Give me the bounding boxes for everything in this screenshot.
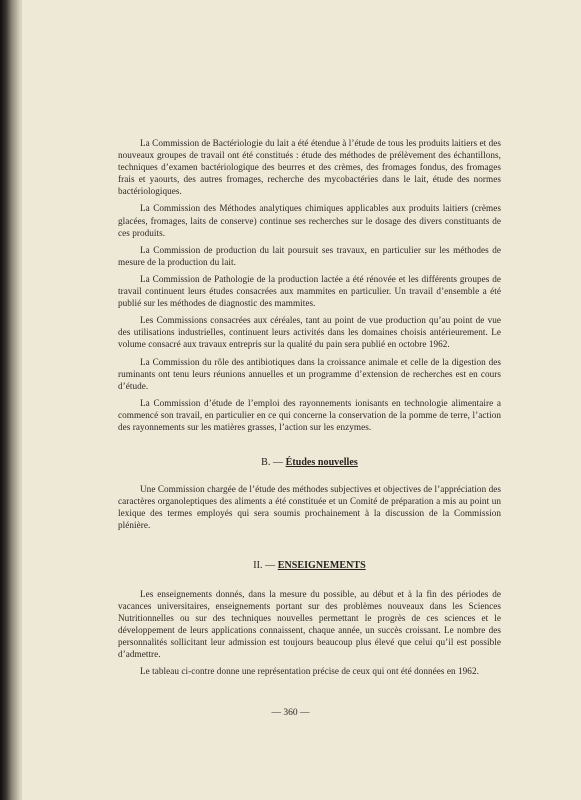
paragraph-production-lait: La Commission de production du lait poursuit ses travaux, en particulier sur les méthodes de mesure de la production du lait. bbox=[118, 244, 501, 267]
paragraph-antibiotiques: La Commission du rôle des antibiotiques dans la croissance animale et celle de la digestion des ruminants ont tenu leurs réunions annuelles et un programme d’extension de recherches est en cours d’étude. bbox=[118, 356, 501, 391]
paragraph-tableau: Le tableau ci-contre donne une représentation précise de ceux qui ont été données en 1962. bbox=[140, 666, 479, 677]
paragraph-methodes-analytiques: La Commission des Méthodes analytiques chimiques applicables aux produits laitiers (crèmes glacées, fromages, laits de conserve) continue ses recherches sur le dosage des divers constituants de ces produits. bbox=[118, 203, 501, 238]
paragraph-enseignements: Les enseignements donnés, dans la mesure du possible, au début et à la fin des périodes de vacances universitaires, enseignements portant sur des problèmes nouveaux dans les Sciences Nutritionnelles ou sur des techniques nouvelles permettant le progrès de ces sciences et le développement de leurs applications connaissent, chaque année, un succès croissant. Le nombre des personnalités sollicitant leur admission est toujours beaucoup plus élevé que celui qu’il est possible d’admettre. bbox=[118, 588, 501, 660]
section-title: ENSEIGNEMENTS bbox=[277, 559, 366, 571]
paragraph-rayonnements: La Commission d’étude de l’emploi des rayonnements ionisants en technologie alimentaire a commencé son travail, en particulier en ce qui concerne la conservation de la pomme de terre, l’action des rayonnements sur les matières grasses, l’action sur les enzymes. bbox=[118, 397, 501, 432]
paragraph-organoleptiques: Une Commission chargée de l’étude des méthodes subjectives et objectives de l’appréciation des caractères organoleptiques des aliments a été constituée et un Comité de préparation a mis au point un lexique des termes employés qui sera soumis prochainement à la discussion de la Commission plénière. bbox=[118, 484, 501, 531]
document-body bbox=[118, 137, 501, 682]
paragraph-bacteriologie: La Commission de Bactériologie du lait a été étendue à l’étude de tous les produits laitiers et des nouveaux groupes de travail ont été constitués : étude des méthodes de prélèvement des échantillons, techniques d’examen bactériologique des beurres et des crèmes, des fromages fondus, des fromages frais et yaourts, des autres fromages, recherche des mycobactéries dans le lait, étude des normes bactériologiques. bbox=[118, 138, 501, 197]
section-heading-etudes-nouvelles bbox=[118, 457, 501, 469]
section-number: B. — bbox=[261, 457, 284, 469]
section-number: II. — bbox=[253, 559, 276, 571]
paragraph-cereales: Les Commissions consacrées aux céréales, tant au point de vue production qu’au point de vue des utilisations industrielles, continuent leurs activités dans les domaines choisis antérieurement. Le volume consacré aux travaux entrepris sur la qualité du pain sera publié en octobre 1962. bbox=[118, 315, 501, 350]
section-title: Études nouvelles bbox=[285, 457, 358, 469]
section-heading-enseignements bbox=[118, 560, 501, 572]
paragraph-pathologie: La Commission de Pathologie de la production lactée a été rénovée et les différents groupes de travail continuent leurs études consacrées aux mammites en particulier. Un travail d’ensemble a été publié sur les méthodes de diagnostic des mammites. bbox=[118, 273, 501, 309]
page-number: — 360 — bbox=[271, 708, 310, 718]
